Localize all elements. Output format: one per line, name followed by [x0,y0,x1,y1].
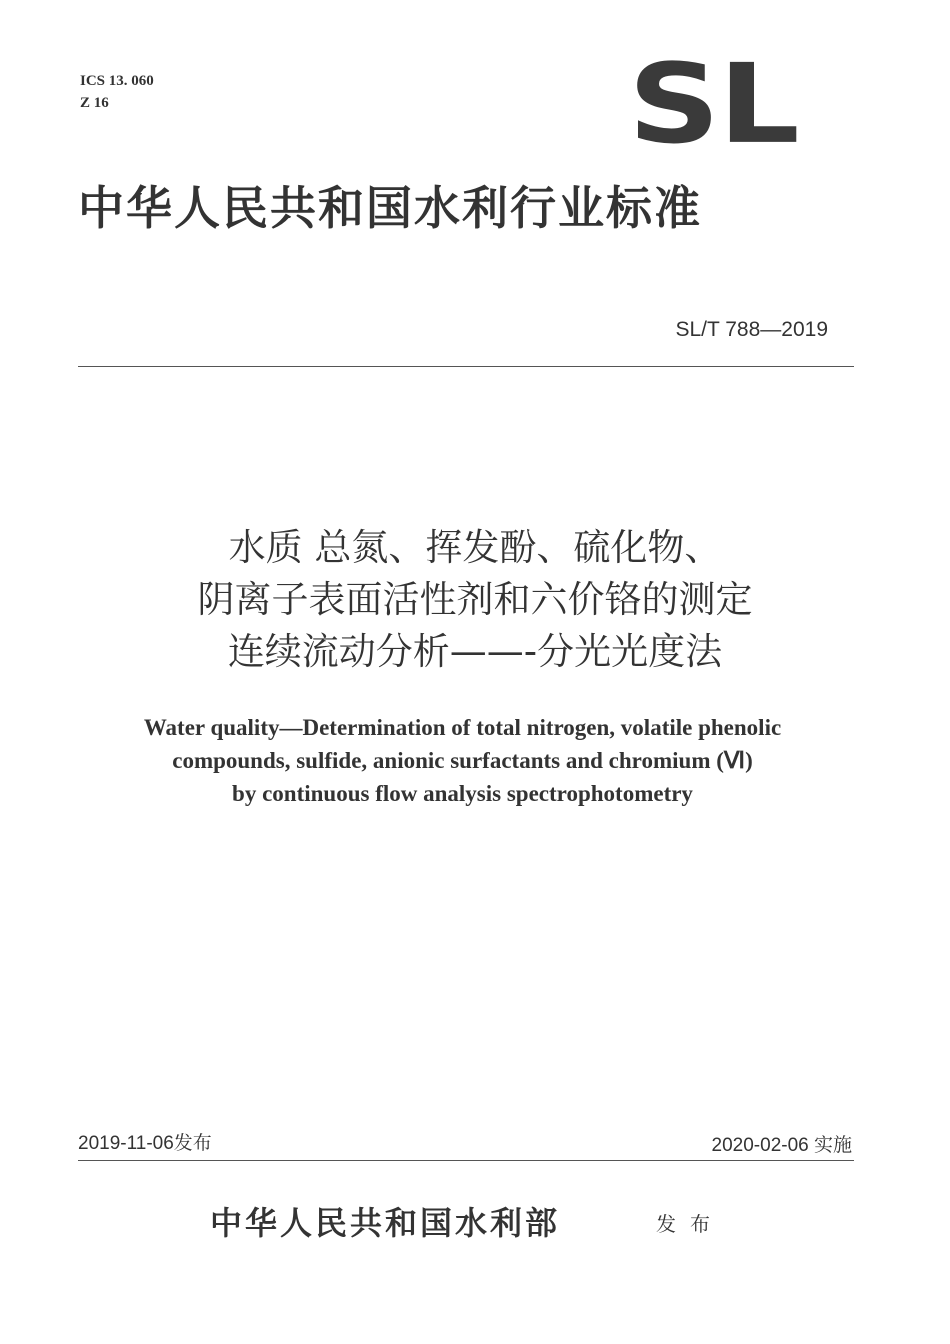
english-title [0,711,925,810]
chinese-title-line-2: 阴离子表面活性剂和六价铬的测定 [197,578,753,621]
chinese-title-line-3: 连续流动分析——-分光光度法 [227,630,723,673]
implementation-date: 2020-02-06 实施 [711,1135,852,1156]
classification-codes [80,70,154,114]
chinese-title [0,522,950,678]
issue-date: 2019-11-06发布 [78,1133,212,1154]
bottom-divider [78,1160,854,1161]
english-title-line-1: Water quality—Determination of total nitrogen, volatile phenolic [143,715,782,740]
sl-logo: SL [628,40,798,169]
english-title-line-2: compounds, sulfide, anionic surfactants and chromium (Ⅵ) [172,748,753,773]
standard-code: SL/T 788—2019 [675,318,828,341]
publisher: 中华人民共和国水利部 [210,1204,561,1242]
ccs-code: Z 16 [80,95,109,111]
publish-label: 发布 [656,1212,724,1236]
top-divider [78,366,854,367]
ics-code: ICS 13. 060 [80,73,154,89]
chinese-title-line-1: 水质 总氮、挥发酚、硫化物、 [228,526,722,569]
english-title-line-3: by continuous flow analysis spectrophotometry [232,781,693,806]
standard-type-heading: 中华人民共和国水利行业标准 [78,181,702,235]
